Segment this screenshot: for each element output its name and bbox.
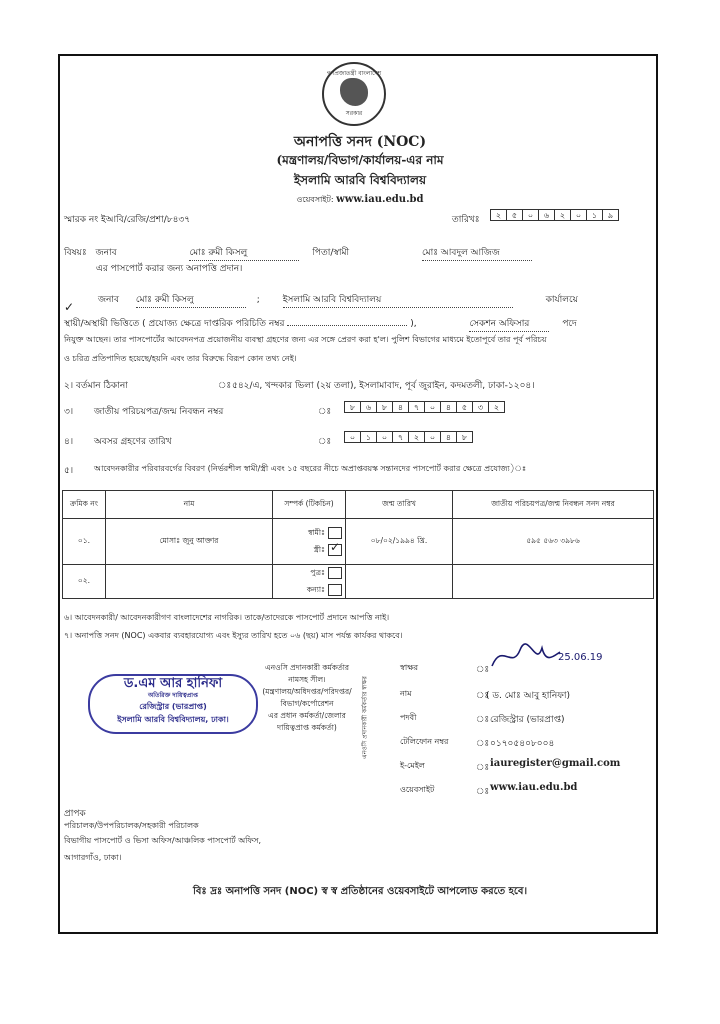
stamp-line2: অতিরিক্ত দায়িত্বপ্রাপ্ত xyxy=(148,692,198,699)
tick-mark-icon: ✓ xyxy=(64,300,75,314)
col-serial: ক্রমিক নং xyxy=(63,491,106,519)
body-institution: ইসলামি আরবি বিশ্ববিদ্যালয় xyxy=(283,292,513,308)
daughter-checkbox[interactable] xyxy=(328,584,342,596)
retire-digit-box-6: ৪ xyxy=(440,431,457,443)
subject-line xyxy=(64,245,532,261)
family-label: আবেদনকারীর পরিবারবর্গের বিবরণ (নির্ভরশীল স্বামী/স্ত্রী এবং ১৫ বছরের নীচে অপ্রাপ্তবয়স্ক সন্তানদের পাসপোর্ট করার ক্ষেত্রে প্রযোজ্য)ঃ xyxy=(94,464,527,473)
designation-label: পদবী xyxy=(400,713,417,722)
signatory-designation: রেজিস্ট্রার (ভারপ্রাপ্ত) xyxy=(490,715,565,725)
col-name: নাম xyxy=(106,491,273,519)
signatory-name: ( ড. মোঃ আবু হানিফা) xyxy=(486,691,570,701)
row1-rel1: স্বামীঃ xyxy=(307,527,325,537)
retire-digit-box-7: ৮ xyxy=(456,431,473,443)
sep: ঃ xyxy=(476,665,490,675)
memo-date-boxes xyxy=(490,209,618,221)
seal-note-line: নামসহ সীল। xyxy=(288,675,326,684)
sep: ঃ xyxy=(476,763,490,773)
nid-digit-box-5: ০ xyxy=(424,401,441,413)
retire-digit-box-2: ০ xyxy=(376,431,393,443)
col-id: জাতীয় পরিচয়পত্র/জন্ম নিবন্ধন সনদ নম্বর xyxy=(453,491,654,519)
retire-boxes xyxy=(344,431,472,443)
check-mark-icon: ✓ xyxy=(330,539,341,554)
sig-label: স্বাক্ষর xyxy=(400,663,419,672)
post-word: পদে xyxy=(562,319,577,329)
row1-name: মোসাঃ জুনু আক্তার xyxy=(106,519,273,565)
row2-serial: ০২. xyxy=(63,565,106,599)
sep: ঃ xyxy=(476,715,490,725)
wife-checkbox[interactable] xyxy=(328,539,342,556)
nid-digit-box-8: ৩ xyxy=(472,401,489,413)
seal-note-line: (মন্ত্রণালয়/অধিদপ্তর/পরিদপ্তর/ xyxy=(262,687,352,696)
name-label: নাম xyxy=(400,689,412,698)
memo-date-label: তারিখঃ xyxy=(452,215,480,225)
date-digit-box-4: ২ xyxy=(554,209,571,221)
father-name: মোঃ আবদুল আজিজ xyxy=(422,245,532,261)
recipient-line: পরিচালক/উপপরিচালক/সহকারী পরিচালক xyxy=(64,821,199,830)
body-line-4: ও চরিত্র প্রতিপাদিত হয়েছে/হয়নি এবং তার বিরুদ্ধে বিরূপ কোন তথ্য নেই। xyxy=(64,354,297,363)
nid-number: ৩। xyxy=(64,407,74,417)
note-6: ৬। আবেদনকারী/ আবেদনকারীগণ বাংলাদেশের নাগরিক। তাকে/তাদেরকে পাসপোর্ট প্রদানে আপত্তি নাই। xyxy=(64,613,390,622)
date-digit-box-2: ০ xyxy=(522,209,539,221)
table-row xyxy=(63,565,654,599)
retire-sep: ঃ xyxy=(318,437,332,447)
nid-digit-box-6: ৪ xyxy=(440,401,457,413)
body-mr: জনাব xyxy=(98,295,120,305)
sep: ঃ xyxy=(476,739,490,749)
row2-dob xyxy=(346,565,453,599)
memo-number xyxy=(64,212,190,227)
website-label: ওয়েবসাইট: xyxy=(296,195,334,204)
website-url[interactable]: www.iau.edu.bd xyxy=(336,194,424,205)
header-website xyxy=(0,194,720,207)
website-label-2: ওয়েবসাইট xyxy=(400,785,435,794)
seal-note-line: বিভাগ/কর্পোরেশন xyxy=(280,699,334,708)
father-label: পিতা/স্বামী xyxy=(312,248,350,258)
body-line-2 xyxy=(64,316,577,332)
date-digit-box-0: ২ xyxy=(490,209,507,221)
col-dob: জন্ম তারিখ xyxy=(346,491,453,519)
bangladesh-map-icon xyxy=(340,78,368,106)
nid-digit-box-9: ২ xyxy=(488,401,505,413)
retire-number: ৪। xyxy=(64,437,74,447)
nid-digit-box-4: ৭ xyxy=(408,401,425,413)
nid-digit-box-7: ৫ xyxy=(456,401,473,413)
ministry-line: (মন্ত্রণালয়/বিভাগ/কার্যালয়-এর নাম xyxy=(276,153,444,167)
recipient-line: বিভাগীয় পাসপোর্ট ও ভিসা অফিস/আঞ্চলিক পাসপোর্ট অফিস, xyxy=(64,836,262,845)
footer-note: বিঃ দ্রঃ অনাপত্তি সনদ (NOC) স্ব স্ব প্রতিষ্ঠানের ওয়েবসাইটে আপলোড করতে হবে। xyxy=(192,886,528,897)
vertical-note: এনওসি প্রদানকারী কর্মকর্তার স্বাক্ষর xyxy=(361,676,369,759)
date-digit-box-1: ৫ xyxy=(506,209,523,221)
row2-rel2: কন্যাঃ xyxy=(306,584,325,594)
seal-note-line: এর প্রধান কর্মকর্তা/জেলার xyxy=(268,711,346,720)
nid-sep: ঃ xyxy=(318,407,332,417)
row1-dob: ০৮/০২/১৯৯৪ খ্রি. xyxy=(346,519,453,565)
subject-label: বিষয়ঃ xyxy=(64,248,87,258)
email-label: ই-মেইল xyxy=(400,761,425,770)
government-seal xyxy=(322,62,386,126)
signature-date: 25.06.19 xyxy=(558,652,603,663)
signatory-website[interactable]: www.iau.edu.bd xyxy=(490,782,578,793)
row2-rel1: পুত্রঃ xyxy=(310,567,325,577)
seal-bottom-text: সরকার xyxy=(345,110,363,117)
subject-name: মোঃ রুমী কিসলু xyxy=(189,245,299,261)
signatory-email[interactable]: iauregister@gmail.com xyxy=(490,758,621,769)
nid-label: জাতীয় পরিচয়পত্র/জন্ম নিবন্ধন নম্বর xyxy=(94,407,224,417)
seal-note-line: এনওসি প্রদানকারী কর্মকর্তার xyxy=(264,663,350,672)
col-relation: সম্পর্ক (টিকচিন) xyxy=(273,491,346,519)
son-checkbox[interactable] xyxy=(328,567,342,579)
memo-label: স্মারক নং xyxy=(64,215,99,225)
body-sep: ; xyxy=(256,295,260,305)
seal-note-line: দায়িত্বপ্রাপ্ত কর্মকর্তা) xyxy=(277,723,337,732)
retire-digit-box-0: ০ xyxy=(344,431,361,443)
seal-top-text: গণপ্রজাতন্ত্রী বাংলাদেশ xyxy=(326,70,382,77)
memo-value: ইআবি/রেজি/প্রশা/৮৪৩৭ xyxy=(101,215,191,225)
body-line-1 xyxy=(98,292,578,308)
stamp-name: ড.এম আর হানিফা xyxy=(123,676,223,691)
nid-digit-box-3: ৪ xyxy=(392,401,409,413)
row1-id: ৫৯৫ ৫৬৩ ৩৯৮৬ xyxy=(453,519,654,565)
body-name: মোঃ রুমী কিসলু xyxy=(136,292,246,308)
body-line2-b: ), xyxy=(410,319,417,329)
document-title: অনাপত্তি সনদ (NOC) xyxy=(293,134,427,150)
row2-id xyxy=(453,565,654,599)
body-line2-a: স্থায়ী/অস্থায়ী ভিত্তিতে ( প্রযোজ্য ক্ষেত্রে দাপ্তরিক পরিচিতি নম্বর xyxy=(64,319,285,329)
retire-digit-box-3: ৭ xyxy=(392,431,409,443)
note-7: ৭। অনাপত্তি সনদ (NOC) একবার ব্যবহারযোগ্য এবং ইস্যুর তারিখ হতে ০৬ (ছয়) মাস পর্যন্ত কার্যকর থাকবে। xyxy=(64,631,403,640)
retire-digit-box-4: ২ xyxy=(408,431,425,443)
address-value: ৫৪২/এ, খন্দকার ভিলা (২য় তলা), ইসলামাবাদ, পূর্ব জুরাইন, কদমতলী, ঢাকা-১২০৪। xyxy=(232,381,535,391)
date-digit-box-7: ৯ xyxy=(602,209,619,221)
row2-name xyxy=(106,565,273,599)
nid-digit-box-2: ৮ xyxy=(376,401,393,413)
retire-label: অবসর গ্রহণের তারিখ xyxy=(94,437,172,447)
institution-name: ইসলামি আরবি বিশ্ববিদ্যালয় xyxy=(293,173,427,187)
row1-relation xyxy=(273,519,346,565)
seal-note xyxy=(262,662,352,734)
sep: ঃ xyxy=(476,787,490,797)
nid-boxes xyxy=(344,401,504,413)
retire-digit-box-1: ১ xyxy=(360,431,377,443)
husband-checkbox[interactable] xyxy=(328,527,342,539)
date-digit-box-3: ৬ xyxy=(538,209,555,221)
table-row xyxy=(63,519,654,565)
official-id-blank xyxy=(287,325,407,326)
row1-serial: ০১. xyxy=(63,519,106,565)
subject-mr: জনাব xyxy=(95,248,117,258)
recipient-label: প্রাপক xyxy=(64,809,86,819)
date-digit-box-6: ১ xyxy=(586,209,603,221)
row2-relation xyxy=(273,565,346,599)
family-number: ৫। xyxy=(64,466,74,476)
row1-rel2: স্ত্রীঃ xyxy=(313,544,325,554)
official-stamp xyxy=(88,674,258,734)
recipient-line: আগারগাঁও, ঢাকা। xyxy=(64,853,122,862)
nid-digit-box-1: ৬ xyxy=(360,401,377,413)
phone-label: টেলিফোন নম্বর xyxy=(400,737,449,746)
address-label: ২। বর্তমান ঠিকানা xyxy=(64,381,128,391)
body-line-3: নিযুক্ত আছেন। তার পাসপোর্টের আবেদনপত্র প্রয়োজনীয় ব্যবস্থা গ্রহণের জন্য এর সঙ্গে প্রেরণ করা হ'ল। পুলিশ বিভাগের মাধ্যমে ইতোপূর্বে তার পূর্ব পরিচয় xyxy=(64,335,547,344)
handwritten-signature xyxy=(484,636,604,676)
date-digit-box-5: ০ xyxy=(570,209,587,221)
stamp-line3: রেজিস্ট্রার (ভারপ্রাপ্ত) xyxy=(139,702,207,711)
stamp-line4: ইসলামি আরবি বিশ্ববিদ্যালয়, ঢাকা। xyxy=(117,715,229,724)
signatory-phone: ০১৭০৫৪০৮০০৪ xyxy=(490,739,555,749)
family-table xyxy=(62,490,654,599)
body-office: কার্যালয়ে xyxy=(545,295,578,305)
subject-purpose: এর পাসপোর্ট করার জন্য অনাপত্তি প্রদান। xyxy=(96,264,243,274)
table-header-row xyxy=(63,491,654,519)
designation: সেকশন অফিসার xyxy=(469,316,549,332)
retire-digit-box-5: ০ xyxy=(424,431,441,443)
sep: ঃ xyxy=(476,691,490,701)
address-sep: ঃ xyxy=(218,381,232,391)
nid-digit-box-0: ৮ xyxy=(344,401,361,413)
